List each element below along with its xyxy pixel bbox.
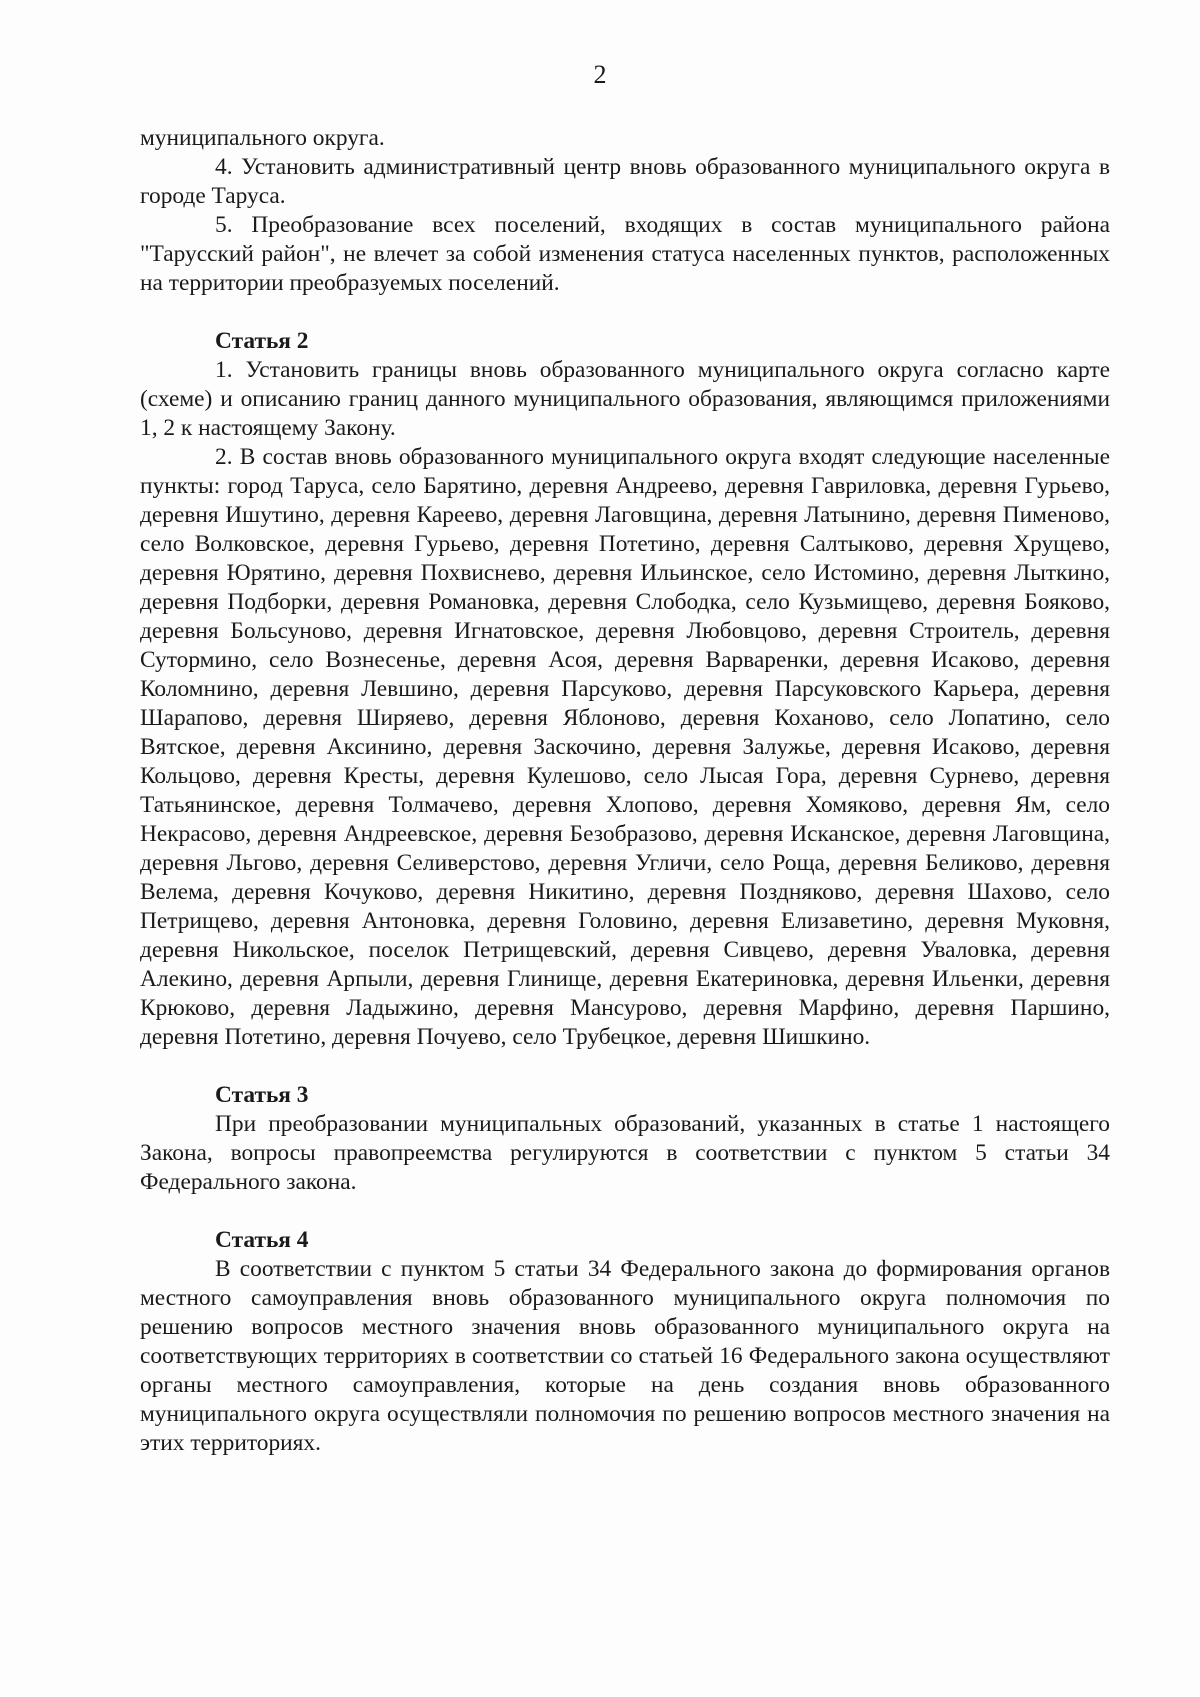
article2-item-1: 1. Установить границы вновь образованного муниципального округа согласно карте (схеме) и описанию границ данного муниципального образования, являющимся приложениями 1, 2 к настоящему Закону. (140, 357, 1110, 441)
article2-heading: Статья 2 (215, 328, 309, 354)
article2-item-2: 2. В состав вновь образованного муниципального округа входят следующие населенные пункты: город Таруса, село Барятино, деревня Андреево, деревня Гавриловка, деревня Гурьево, деревня Ишутино, деревня Кареево, деревня Лаговщина, деревня Латынино, деревня Пименово, село Волковское, деревня Гурьево, деревня Потетино, деревня Салтыково, деревня Хрущево, деревня Юрятино, деревня Похвиснево, деревня Ильинское, село Истомино, деревня Лыткино, деревня Подборки, деревня Романовка, деревня Слободка, село Кузьмищево, деревня Бояково, деревня Больсуново, деревня Игнатовское, деревня Любовцово, деревня Строитель, деревня Сутормино, село Вознесенье, деревня Асоя, деревня Варваренки, деревня Исаково, деревня Коломнино, деревня Левшино, деревня Парсуково, деревня Парсуковского Карьера, деревня Шарапово, деревня Ширяево, деревня Яблоново, деревня Коханово, село Лопатино, село Вятское, деревня Аксинино, деревня Заскочино, деревня Залужье, деревня Исаково, деревня Кольцово, деревня Кресты, деревня Кулешово, село Лысая Гора, деревня Сурнево, деревня Татьянинское, деревня Толмачево, деревня Хлопово, деревня Хомяково, деревня Ям, село Некрасово, деревня Андреевское, деревня Безобразово, деревня Исканское, деревня Лаговщина, деревня Льгово, деревня Селиверстово, деревня Угличи, село Роща, деревня Беликово, деревня Велема, деревня Кочуково, деревня Никитино, деревня Поздняково, деревня Шахово, село Петрищево, деревня Антоновка, деревня Головино, деревня Елизаветино, деревня Муковня, деревня Никольское, поселок Петрищевский, деревня Сивцево, деревня Уваловка, деревня Алекино, деревня Арпыли, деревня Глинище, деревня Екатериновка, деревня Ильенки, деревня Крюково, деревня Ладыжино, деревня Мансурово, деревня Марфино, деревня Паршино, деревня Потетино, деревня Почуево, село Трубецкое, деревня Шишкино. (140, 444, 1110, 1050)
continuation-text: муниципального округа. (140, 125, 385, 151)
article1-item-5: 5. Преобразование всех поселений, входящих в состав муниципального района "Тарусский район", не влечет за собой изменения статуса населенных пунктов, расположенных на территории преобразуемых поселений. (140, 212, 1110, 296)
page-number: 2 (593, 60, 607, 89)
article1-item-4: 4. Установить административный центр вновь образованного муниципального округа в городе Таруса. (140, 154, 1110, 209)
article4-heading: Статья 4 (215, 1227, 309, 1253)
document-body (140, 124, 1110, 1458)
article3-text: При преобразовании муниципальных образований, указанных в статье 1 настоящего Закона, вопросы правопреемства регулируются в соответствии с пунктом 5 статьи 34 Федерального закона. (140, 1111, 1110, 1195)
article4-text: В соответствии с пунктом 5 статьи 34 Федерального закона до формирования органов местного самоуправления вновь образованного муниципального округа полномочия по решению вопросов местного значения вновь образованного муниципального округа на соответствующих территориях в соответствии со статьей 16 Федерального закона осуществляют органы местного самоуправления, которые на день создания вновь образованного муниципального округа осуществляли полномочия по решению вопросов местного значения на этих территориях. (140, 1256, 1110, 1456)
article3-heading: Статья 3 (215, 1082, 309, 1108)
